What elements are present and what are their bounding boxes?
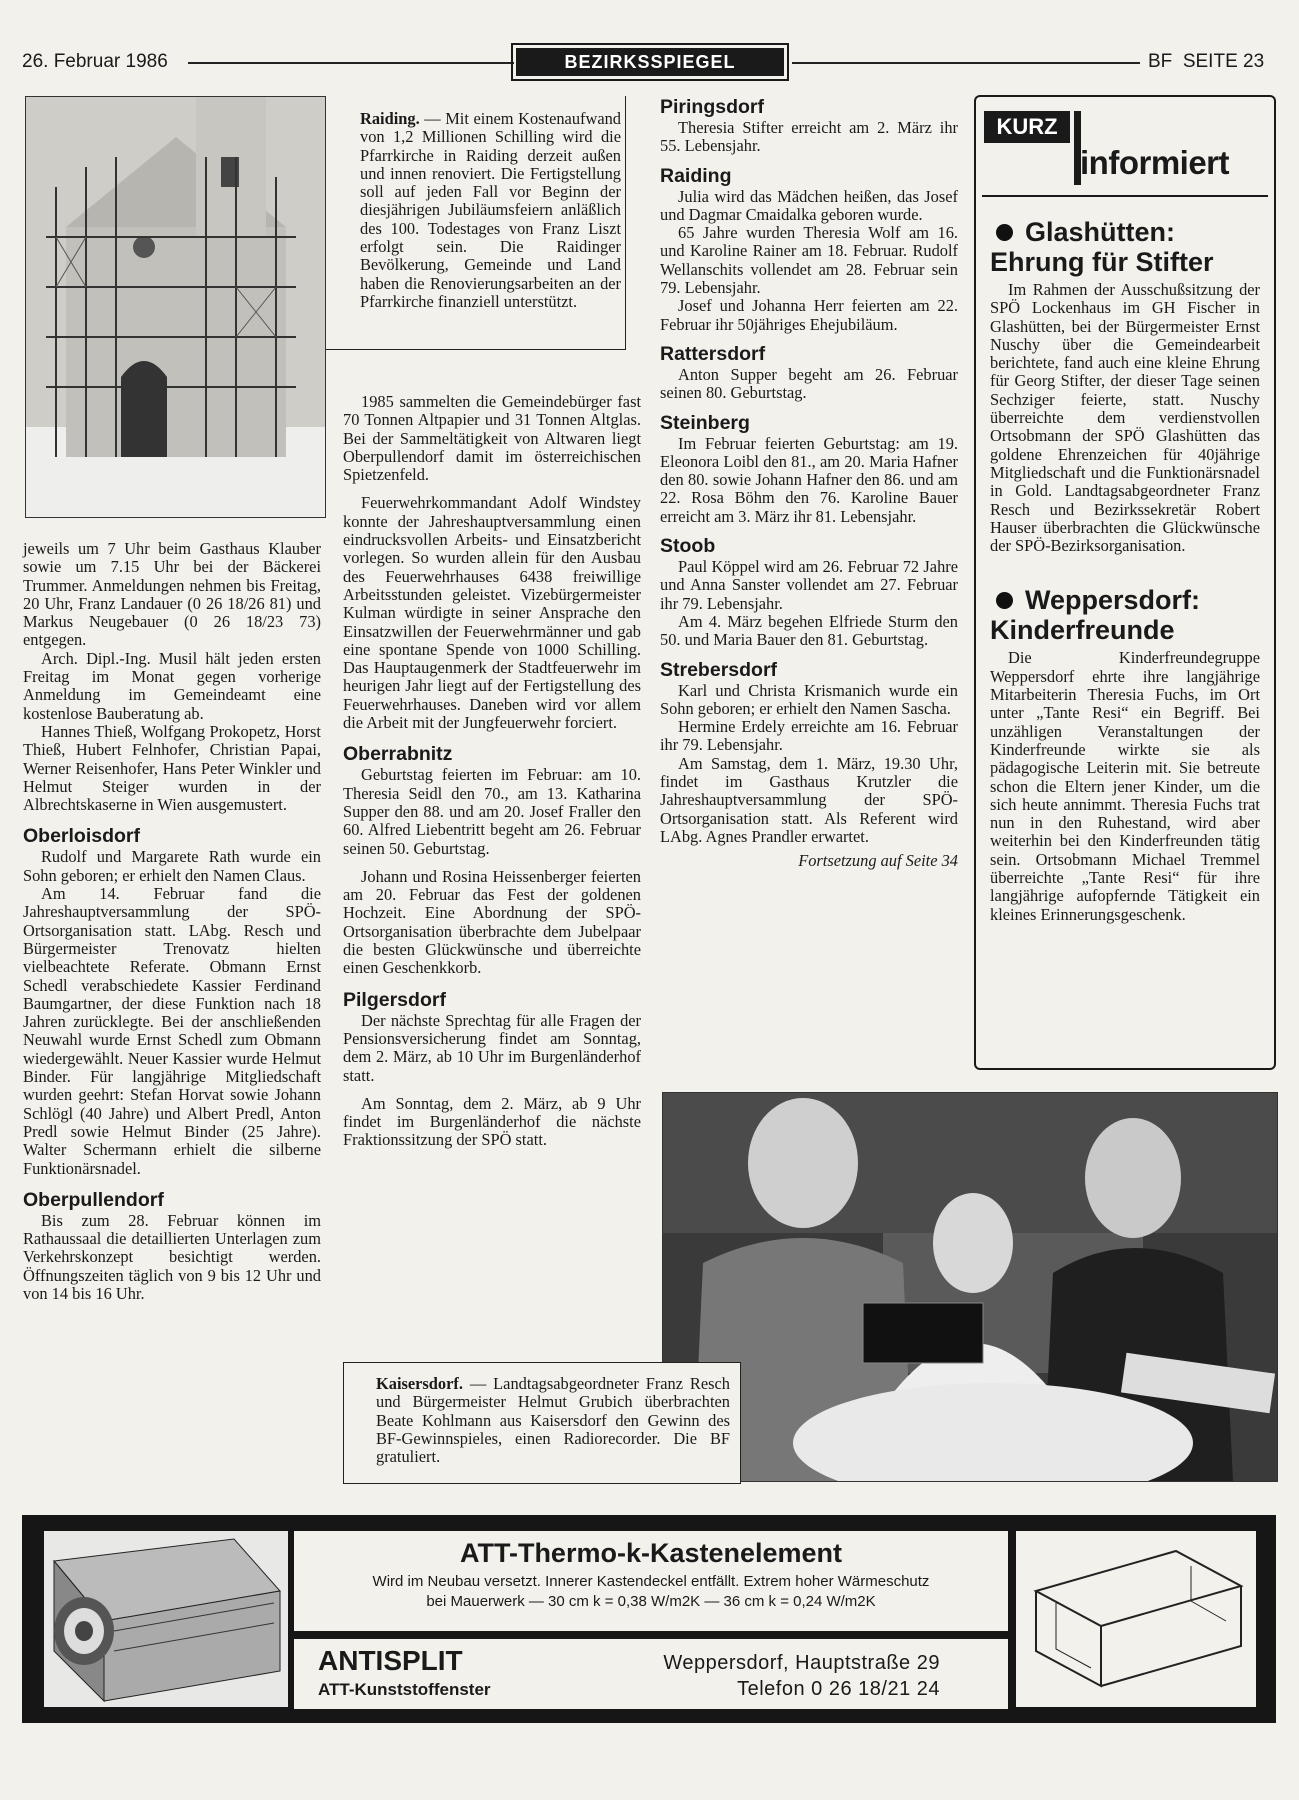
rattersdorf-paragraph: Anton Supper begeht am 26. Februar seinen 80. Geburtstag.: [660, 364, 958, 403]
col2-paragraph: 1985 sammelten die Gemeindebürger fast 70 Tonnen Altpapier und 31 Tonnen Altglas. Bei der Sammeltätigkeit von Altwaren liegt Oberpullendorf damit im österreichischen Spietzenfeld.: [343, 392, 641, 485]
window-element-icon: [44, 1531, 288, 1707]
bullet-icon: [996, 224, 1013, 241]
att-advertisement: [22, 1515, 1276, 1723]
oberrabnitz-heading: Oberrabnitz: [343, 743, 453, 766]
oberrabnitz-paragraph: Johann und Rosina Heissenberger feierten am 20. Februar das Fest der goldenen Hochzeit. Eine Abordnung der SPÖ-Ortsorganisation überbrachte dem Jubelpaar die besten Glückwünsche und überreichte einen Geschenkkorb.: [343, 866, 641, 978]
oberloisdorf-paragraph: Am 14. Februar fand die Jahreshauptversammlung der SPÖ-Ortsorganisation statt. LAbg. Resch und Bürgermeister Trenovatz hielten vielbeachtete Referate. Obmann Ernst Schedl verabschiedete Kassier Ferdinand Baumgartner, der diese Funktion nach 18 Jahren zurücklegte. Bei der anschließenden Neuwahl wurde Ernst Schedl zum Obmann wiedergewählt. Neuer Kassier wurde Helmut Binder. Für langjährige Mitgliedschaft wurden geehrt: Stefan Horvat sowie Johann Schlögl (40 Jahre) und Albert Predl, Anton Predl sowie Helmut Binder (25 Jahre). Walter Schermann erhielt die silberne Funktionärsnadel.: [23, 884, 321, 1178]
piringsdorf-paragraph: Theresia Stifter erreicht am 2. März ihr 55. Lebensjahr.: [660, 118, 958, 156]
col1-paragraph: jeweils um 7 Uhr beim Gasthaus Klauber sowie um 7.15 Uhr bei der Bäckerei Trummer. Anmeldungen nehmen bis Freitag, 20 Uhr, Franz Landauer (0 26 18/26 81) und Markus Neugebauer (0 26 18/23 73) entgegen.: [23, 539, 321, 650]
column-3: [660, 95, 958, 871]
raiding-box: [326, 96, 626, 350]
bullet-icon: [996, 592, 1013, 609]
raiding-heading: Raiding: [660, 164, 732, 187]
oberpullendorf-paragraph: Bis zum 28. Februar können im Rathaussaal die detaillierten Unterlagen zum Verkehrskonzept besichtigt werden. Öffnungszeiten täglich von 9 bis 12 Uhr und von 14 bis 16 Uhr.: [23, 1210, 321, 1303]
glashuetten-title: Glashütten: Ehrung für Stifter: [990, 217, 1214, 277]
ad-brand-sub: ATT-Kunststoffenster: [318, 1680, 491, 1699]
header-date: 26. Februar 1986: [22, 51, 168, 72]
kurz-content: [976, 197, 1274, 924]
oberpullendorf-heading: Oberpullendorf: [23, 1188, 164, 1211]
ad-title: ATT-Thermo-k-Kastenelement: [459, 1538, 843, 1568]
steinberg-paragraph: Im Februar feierten Geburtstag: am 19. Eleonora Loibl den 81., am 20. Maria Hafner den 80. sowie Johann Hafner den 86. und am 22. Rosa Böhm den 76. Karoline Bauer erreicht am 3. März ihr 81. Lebensjahr.: [660, 433, 958, 526]
kurz-informiert-box: [974, 95, 1276, 1070]
kurz-logo: [982, 103, 1268, 197]
weppersdorf-title: Weppersdorf: Kinderfreunde: [990, 585, 1201, 646]
stoob-paragraph: Am 4. März begehen Elfriede Sturm den 50. und Maria Bauer den 81. Geburtstag.: [660, 611, 958, 650]
ad-left-image: [44, 1531, 288, 1707]
header-page-label: BF SEITE 23: [1148, 51, 1265, 72]
kurz-logo-informiert: informiert: [1080, 144, 1230, 181]
ad-address: Weppersdorf, Hauptstraße 29: [663, 1652, 940, 1674]
stoob-paragraph: Paul Köppel wird am 26. Februar 72 Jahre und Anna Sanster vollendet am 27. Februar ihr 79. Lebensjahr.: [660, 557, 958, 613]
header-rule-left: [188, 62, 514, 64]
strebersdorf-paragraph: Am Samstag, dem 1. März, 19.30 Uhr, findet im Gasthaus Krutzler die Jahreshauptversammlung der SPÖ-Ortsorganisation statt. Als Referent wird LAbg. Agnes Prandler erwartet.: [660, 753, 958, 846]
raiding-paragraph: Julia wird das Mädchen heißen, das Josef und Dagmar Cmaidalka geboren wurde.: [660, 186, 958, 224]
col2-paragraph: Feuerwehrkommandant Adolf Windstey konnte der Jahreshauptversammlung einen eindrucksvollen Arbeits- und Einsatzbericht vorlegen. So wurden allein für den Ausbau des Feuerwehrhauses 6438 freiwillige Arbeitsstunden geleistet. Vizebürgermeister Kulman würdigte in seiner Ansprache den Einsatzwillen der Feuerwehrmänner und gab eine spontane Spende von 1000 Schilling. Das Hauptaugenmerk der Stadtfeuerwehr im heurigen Jahr liegt auf der Fertigstellung des Feuerwehrhauses. Daneben wird vor allem die Arbeit mit der Jungfeuerwehr forciert.: [343, 493, 641, 733]
weppersdorf-paragraph: Die Kinderfreundegruppe Weppersdorf ehrte ihre langjährige Mitarbeiterin Theresia Fuchs, im Ort unter „Tante Resi“ ein Begriff. Bei unzähligen Veranstaltungen der Kinderfreunde wirkte sie als pädagogische Leiterin mit. Sie betreute schon die Eltern jener Kinder, um die sich heute annimmt. Theresia Fuchs trat nun in den Ruhestand, wird aber weiterhin bei den Kinderfreunden tätig sein. Ortsobmann Michael Tremmel überreichte „Tante Resi“ für ihre langjährige aufopfernde Tätigkeit ein kleines Erinnerungsgeschenk.: [990, 648, 1260, 924]
oberloisdorf-paragraph: Rudolf und Margarete Rath wurde ein Sohn geboren; er erhielt den Namen Claus.: [23, 847, 321, 885]
kaisersdorf-lead: Kaisersdorf.: [376, 1374, 463, 1393]
strebersdorf-paragraph: Karl und Christa Krismanich wurde ein Sohn geboren; er erhielt den Namen Sascha.: [660, 680, 958, 718]
pilgersdorf-paragraph: Der nächste Sprechtag für alle Fragen der Pensionsversicherung findet am Sonntag, dem 2. März, ab 10 Uhr im Burgenländerhof statt.: [343, 1010, 641, 1085]
kaisersdorf-caption: [343, 1362, 741, 1484]
ad-phone: Telefon 0 26 18/21 24: [737, 1678, 940, 1700]
rattersdorf-heading: Rattersdorf: [660, 342, 766, 365]
raiding-paragraph: Josef und Johanna Herr feierten am 22. Februar ihr 50jähriges Ehejubiläum.: [660, 296, 958, 334]
ad-top-panel: [294, 1531, 1008, 1631]
col1-paragraph: Arch. Dipl.-Ing. Musil hält jeden ersten Freitag im Monat gegen vorherige Anmeldung im Gemeindeamt eine kostenlose Bauberatung ab.: [23, 648, 321, 723]
steinberg-heading: Steinberg: [660, 411, 750, 434]
raiding-box-lead: Raiding.: [360, 109, 420, 128]
column-2: [343, 393, 641, 1150]
continuation-note: Fortsetzung auf Seite 34: [798, 851, 958, 871]
ad-description-line-1: Wird im Neubau versetzt. Innerer Kastendeckel entfällt. Extrem hoher Wärmeschutz: [372, 1573, 930, 1590]
church-photo: [25, 96, 326, 518]
stoob-heading: Stoob: [660, 535, 716, 558]
piringsdorf-heading: Piringsdorf: [660, 96, 765, 118]
pilgersdorf-heading: Pilgersdorf: [343, 988, 446, 1011]
ad-right-image: [1016, 1531, 1256, 1707]
pilgersdorf-paragraph: Am Sonntag, dem 2. März, ab 9 Uhr findet im Burgenländerhof die nächste Fraktionssitzung der SPÖ statt.: [343, 1093, 641, 1150]
group-photo: [662, 1092, 1278, 1482]
kurz-logo-kurz: KURZ: [984, 111, 1070, 143]
col1-paragraph: Hannes Thieß, Wolfgang Prokopetz, Horst Thieß, Hubert Felnhofer, Christian Papai, Werner Reisenhofer, Hans Peter Winkler und Helmut Steiger wurden in der Albrechtskaserne in Wien ausgemustert.: [23, 721, 321, 815]
weppersdorf-heading: [990, 585, 1260, 645]
ad-bottom-panel: [294, 1639, 1008, 1709]
group-photo-icon: [663, 1093, 1277, 1481]
header-rule-right: [792, 62, 1140, 64]
raiding-box-text: — Mit einem Kostenaufwand von 1,2 Millionen Schilling wird die Pfarrkirche in Raiding derzeit außen und innen renoviert. Die Fertigstellung soll auf jeden Fall vor Beginn der diesjährigen Jubiläumsfeiern anläßlich des 100. Todestages von Franz Liszt erfolgt sein. Die Raidinger Bevölkerung, Gemeinde und Land haben die Renovierungsarbeiten an der Pfarrkirche finanziell unterstützt.: [360, 109, 621, 311]
church-photo-icon: [26, 97, 325, 517]
strebersdorf-paragraph: Hermine Erdely erreichte am 16. Februar ihr 79. Lebensjahr.: [660, 717, 958, 755]
oberrabnitz-paragraph: Geburtstag feierten im Februar: am 10. Theresia Seidl den 70., am 13. Katharina Supper den 88. und am 20. Josef Fraller den 60. Alfred Liebentritt begeht am 26. Februar seinen 50. Geburtstag.: [343, 765, 641, 858]
ad-brand: ANTISPLIT: [318, 1645, 463, 1676]
ad-description-line-2: bei Mauerwerk — 30 cm k = 0,38 W/m2K — 36 cm k = 0,24 W/m2K: [426, 1593, 876, 1610]
column-1: [23, 540, 321, 1303]
raiding-paragraph: 65 Jahre wurden Theresia Wolf am 16. und Karoline Rainer am 18. Februar. Rudolf Wellanschits vollendet am 28. Februar sein 79. Lebensjahr.: [660, 223, 958, 298]
glashuetten-heading: [990, 217, 1260, 277]
oberloisdorf-heading: Oberloisdorf: [23, 825, 141, 848]
kaisersdorf-text: — Landtagsabgeordneter Franz Resch und Bürgermeister Helmut Grubich überbrachten Beate Kohlmann aus Kaisersdorf den Gewinn des BF-Gewinnspieles, einen Radiorecorder. Die BF gratuliert.: [376, 1374, 730, 1467]
header-section-label: BEZIRKSSPIEGEL: [516, 48, 784, 76]
strebersdorf-heading: Strebersdorf: [660, 658, 778, 681]
frame-profile-icon: [1016, 1531, 1256, 1707]
glashuetten-paragraph: Im Rahmen der Ausschußsitzung der SPÖ Lockenhaus im GH Fischer in Glashütten, bei der Bürgermeister Ernst Nuschy über die Gemeindearbeit berichtete, fand auch eine kleine Ehrung für Georg Stifter, der dieser Tage seinen Sechziger feierte, statt. Nuschy überreichte dem verdienstvollen Ortsobmann der SPÖ Glashütten das goldene Ehrenzeichen für 40jährige Mitgliedschaft und die Funktionärsnadel in Gold. Landtagsabgeordneter Franz Resch und Bezirkssekretär Robert Hauser überbrachten die Glückwünsche der SPÖ-Bezirksorganisation.: [990, 280, 1260, 556]
